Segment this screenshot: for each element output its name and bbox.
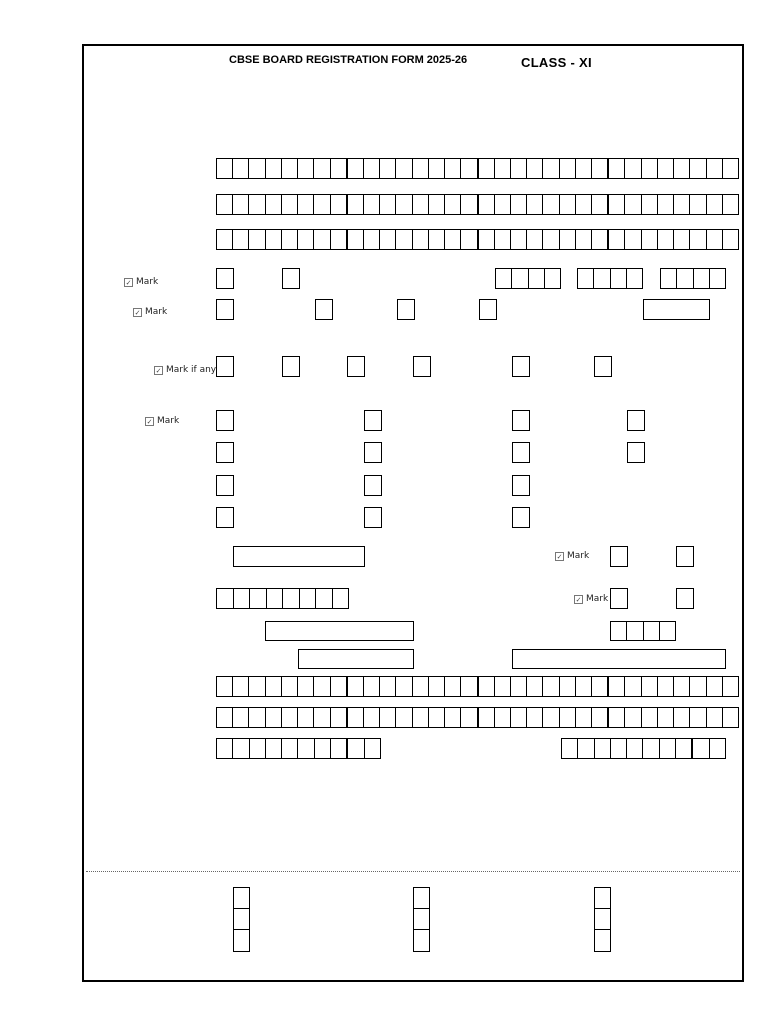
char-cell[interactable] [677,269,693,288]
char-cell[interactable] [348,677,364,696]
char-cell[interactable] [527,708,543,727]
char-cell[interactable] [674,159,690,178]
char-cell[interactable] [298,159,314,178]
char-cell[interactable] [445,159,461,178]
char-cell[interactable] [658,159,674,178]
char-cell[interactable] [707,708,723,727]
code-grid-4[interactable] [610,621,676,641]
char-cell[interactable] [250,739,266,758]
mobile-grid[interactable] [561,738,726,759]
char-cell[interactable] [661,269,677,288]
option-box[interactable] [512,356,530,377]
char-cell[interactable] [315,739,331,758]
char-cell[interactable] [249,677,265,696]
check-icon: ✓ [134,308,141,317]
date-grid-3[interactable] [660,268,726,289]
char-cell[interactable] [674,708,690,727]
char-cell[interactable] [380,230,396,249]
char-cell[interactable] [658,230,674,249]
char-cell[interactable] [233,195,249,214]
char-cell[interactable] [429,230,445,249]
char-cell[interactable] [479,677,495,696]
char-cell[interactable] [217,677,233,696]
char-cell[interactable] [396,230,412,249]
char-cell[interactable] [298,230,314,249]
char-cell[interactable] [298,195,314,214]
char-cell[interactable] [364,195,380,214]
char-cell[interactable] [314,159,330,178]
char-cell[interactable] [611,739,627,758]
char-cell[interactable] [543,195,559,214]
char-cell[interactable] [249,230,265,249]
char-cell[interactable] [298,708,314,727]
char-cell[interactable] [642,195,658,214]
option-box[interactable] [216,268,234,289]
char-cell[interactable] [625,677,641,696]
char-cell[interactable] [560,230,576,249]
char-cell[interactable] [511,195,527,214]
char-cell[interactable] [479,230,495,249]
mark-if-any-label: ✓ Mark if any [155,365,217,375]
char-cell[interactable] [511,677,527,696]
char-cell[interactable] [690,677,706,696]
char-cell[interactable] [609,677,625,696]
char-cell[interactable] [283,589,300,608]
code-grid-8[interactable] [216,588,349,609]
option-box[interactable] [347,356,365,377]
char-cell[interactable] [282,159,298,178]
char-cell[interactable] [707,159,723,178]
check-icon: ✓ [155,366,162,375]
char-cell[interactable] [266,195,282,214]
char-cell[interactable] [560,708,576,727]
char-cell[interactable] [723,159,738,178]
char-cell[interactable] [707,230,723,249]
signature-stack-2[interactable] [413,887,430,952]
char-cell[interactable] [560,195,576,214]
class-label: CLASS - XI [521,55,592,70]
char-cell[interactable] [543,708,559,727]
char-cell[interactable] [674,195,690,214]
char-cell[interactable] [364,708,380,727]
char-cell[interactable] [543,159,559,178]
char-cell[interactable] [461,708,478,727]
char-cell[interactable] [445,677,461,696]
char-cell[interactable] [429,159,445,178]
signature-stack-3[interactable] [594,887,611,952]
char-cell[interactable] [511,159,527,178]
char-cell[interactable] [576,230,592,249]
registration-form [82,44,744,982]
char-cell[interactable] [627,739,643,758]
char-cell[interactable] [527,677,543,696]
char-cell[interactable] [694,269,710,288]
char-cell[interactable] [723,708,738,727]
check-icon: ✓ [575,595,582,604]
subject-box[interactable] [364,507,382,528]
option-box[interactable] [282,356,300,377]
char-cell[interactable] [479,195,495,214]
check-icon: ✓ [556,552,563,561]
char-cell[interactable] [364,159,380,178]
char-cell[interactable] [217,230,233,249]
char-cell[interactable] [578,739,594,758]
char-cell[interactable] [642,677,658,696]
char-cell[interactable] [609,230,625,249]
char-cell[interactable] [595,739,611,758]
char-cell[interactable] [217,589,234,608]
char-cell[interactable] [674,677,690,696]
char-cell[interactable] [527,195,543,214]
char-cell[interactable] [690,195,706,214]
char-cell[interactable] [642,708,658,727]
char-cell[interactable] [233,739,249,758]
char-cell[interactable] [511,708,527,727]
char-cell[interactable] [429,708,445,727]
option-box[interactable] [610,546,628,567]
char-cell[interactable] [217,195,233,214]
char-cell[interactable] [461,195,478,214]
subject-box[interactable] [627,442,645,463]
text-field[interactable] [298,649,414,669]
char-cell[interactable] [562,739,578,758]
char-cell[interactable] [461,677,478,696]
char-cell[interactable] [495,677,511,696]
date-grid-1[interactable] [495,268,561,289]
option-box[interactable] [676,588,694,609]
char-cell[interactable] [282,677,298,696]
mark-label-5: ✓ Mark [575,594,609,604]
char-cell[interactable] [723,230,738,249]
char-cell[interactable] [495,708,511,727]
char-cell[interactable] [576,677,592,696]
char-cell[interactable] [316,589,333,608]
char-cell[interactable] [217,159,233,178]
char-cell[interactable] [250,589,267,608]
subject-box[interactable] [216,507,234,528]
subject-box[interactable] [512,507,530,528]
char-cell[interactable] [529,269,545,288]
char-cell[interactable] [592,677,609,696]
char-cell[interactable] [413,195,429,214]
cut-line [86,871,740,872]
option-box[interactable] [397,299,415,320]
char-cell[interactable] [266,159,282,178]
char-cell[interactable] [611,269,627,288]
char-cell[interactable] [512,269,528,288]
char-cell[interactable] [625,159,641,178]
char-cell[interactable] [495,195,511,214]
option-box[interactable] [315,299,333,320]
char-cell[interactable] [348,230,364,249]
char-cell[interactable] [576,159,592,178]
subject-box[interactable] [627,410,645,431]
char-cell[interactable] [348,159,364,178]
char-cell[interactable] [364,230,380,249]
char-cell[interactable] [576,195,592,214]
mark-label-3: ✓ Mark [146,416,180,426]
char-cell[interactable] [642,159,658,178]
char-cell[interactable] [625,230,641,249]
char-cell[interactable] [233,230,249,249]
char-cell[interactable] [314,230,330,249]
char-cell[interactable] [300,589,317,608]
char-cell[interactable] [611,622,627,640]
char-cell[interactable] [643,739,659,758]
option-box[interactable] [594,356,612,377]
signature-stack-1[interactable] [233,887,250,952]
char-cell[interactable] [560,677,576,696]
char-cell[interactable] [658,195,674,214]
char-cell[interactable] [348,739,364,758]
char-cell[interactable] [380,677,396,696]
char-cell[interactable] [282,739,298,758]
char-cell[interactable] [413,230,429,249]
mark-label-1: ✓ Mark [125,277,159,287]
char-cell[interactable] [707,677,723,696]
char-cell[interactable] [461,230,478,249]
char-cell[interactable] [461,159,478,178]
form-title: CBSE BOARD REGISTRATION FORM 2025-26 [229,54,468,66]
char-cell[interactable] [217,739,233,758]
char-cell[interactable] [267,589,284,608]
subject-box[interactable] [216,475,234,496]
char-cell[interactable] [365,739,380,758]
char-cell[interactable] [594,269,610,288]
char-cell[interactable] [592,708,609,727]
name-grid-row-2[interactable] [216,194,739,215]
char-cell[interactable] [627,269,642,288]
subject-box[interactable] [364,475,382,496]
subject-box[interactable] [512,475,530,496]
text-field-small[interactable] [643,299,710,320]
char-cell[interactable] [396,708,412,727]
char-cell[interactable] [644,622,660,640]
char-cell[interactable] [331,739,348,758]
char-cell[interactable] [445,230,461,249]
text-field[interactable] [233,546,365,567]
char-cell[interactable] [674,230,690,249]
char-cell[interactable] [266,708,282,727]
char-cell[interactable] [479,708,495,727]
char-cell[interactable] [282,708,298,727]
char-cell[interactable] [331,708,348,727]
char-cell[interactable] [707,195,723,214]
subject-box[interactable] [364,442,382,463]
char-cell[interactable] [676,739,693,758]
option-box[interactable] [216,356,234,377]
char-cell[interactable] [331,159,348,178]
date-grid-2[interactable] [577,268,643,289]
char-cell[interactable] [331,230,348,249]
char-cell[interactable] [413,708,429,727]
char-cell[interactable] [690,230,706,249]
char-cell[interactable] [314,195,330,214]
char-cell[interactable] [233,708,249,727]
subject-box[interactable] [512,442,530,463]
char-cell[interactable] [495,230,511,249]
char-cell[interactable] [380,195,396,214]
char-cell[interactable] [234,589,251,608]
char-cell[interactable] [429,677,445,696]
char-cell[interactable] [413,159,429,178]
char-cell[interactable] [445,195,461,214]
char-cell[interactable] [348,708,364,727]
char-cell[interactable] [592,230,609,249]
char-cell[interactable] [249,159,265,178]
char-cell[interactable] [723,677,738,696]
char-cell[interactable] [298,739,314,758]
char-cell[interactable] [723,195,738,214]
char-cell[interactable] [314,708,330,727]
char-cell[interactable] [592,195,609,214]
subject-box[interactable] [216,410,234,431]
char-cell[interactable] [233,677,249,696]
char-cell[interactable] [609,195,625,214]
char-cell[interactable] [495,159,511,178]
phone-grid[interactable] [216,738,381,759]
char-cell[interactable] [690,708,706,727]
char-cell[interactable] [298,677,314,696]
option-box[interactable] [479,299,497,320]
char-cell[interactable] [658,677,674,696]
char-cell[interactable] [543,230,559,249]
char-cell[interactable] [396,677,412,696]
char-cell[interactable] [658,708,674,727]
check-icon: ✓ [146,417,153,426]
address-grid-row-2[interactable] [216,707,739,728]
address-grid-row-1[interactable] [216,676,739,697]
char-cell[interactable] [380,708,396,727]
option-box[interactable] [216,299,234,320]
char-cell[interactable] [527,159,543,178]
char-cell[interactable] [445,708,461,727]
char-cell[interactable] [266,739,282,758]
char-cell[interactable] [710,739,725,758]
char-cell[interactable] [511,230,527,249]
char-cell[interactable] [413,677,429,696]
char-cell[interactable] [627,622,643,640]
check-icon: ✓ [125,278,132,287]
char-cell[interactable] [625,708,641,727]
option-box[interactable] [413,356,431,377]
char-cell[interactable] [479,159,495,178]
char-cell[interactable] [560,159,576,178]
name-grid-row-3[interactable] [216,229,739,250]
mark-label-2: ✓ Mark [134,307,168,317]
mark-label-4: ✓ Mark [556,551,590,561]
option-box[interactable] [610,588,628,609]
char-cell[interactable] [217,708,233,727]
char-cell[interactable] [660,739,676,758]
char-cell[interactable] [348,195,364,214]
name-grid-row-1[interactable] [216,158,739,179]
char-cell[interactable] [543,677,559,696]
char-cell[interactable] [693,739,709,758]
char-cell[interactable] [545,269,560,288]
char-cell[interactable] [396,195,412,214]
char-cell[interactable] [331,677,348,696]
char-cell[interactable] [527,230,543,249]
char-cell[interactable] [282,195,298,214]
char-cell[interactable] [314,677,330,696]
char-cell[interactable] [429,195,445,214]
option-box[interactable] [282,268,300,289]
subject-box[interactable] [216,442,234,463]
char-cell[interactable] [660,622,675,640]
char-cell[interactable] [364,677,380,696]
text-field[interactable] [265,621,414,641]
char-cell[interactable] [266,677,282,696]
char-cell[interactable] [396,159,412,178]
option-box[interactable] [676,546,694,567]
char-cell[interactable] [576,708,592,727]
char-cell[interactable] [609,159,625,178]
char-cell[interactable] [496,269,512,288]
char-cell[interactable] [249,195,265,214]
char-cell[interactable] [690,159,706,178]
char-cell[interactable] [578,269,594,288]
char-cell[interactable] [625,195,641,214]
char-cell[interactable] [592,159,609,178]
char-cell[interactable] [233,159,249,178]
char-cell[interactable] [609,708,625,727]
subject-box[interactable] [512,410,530,431]
char-cell[interactable] [266,230,282,249]
text-field-wide[interactable] [512,649,726,669]
char-cell[interactable] [380,159,396,178]
char-cell[interactable] [642,230,658,249]
char-cell[interactable] [331,195,348,214]
subject-box[interactable] [364,410,382,431]
char-cell[interactable] [249,708,265,727]
char-cell[interactable] [333,589,349,608]
char-cell[interactable] [710,269,725,288]
char-cell[interactable] [282,230,298,249]
